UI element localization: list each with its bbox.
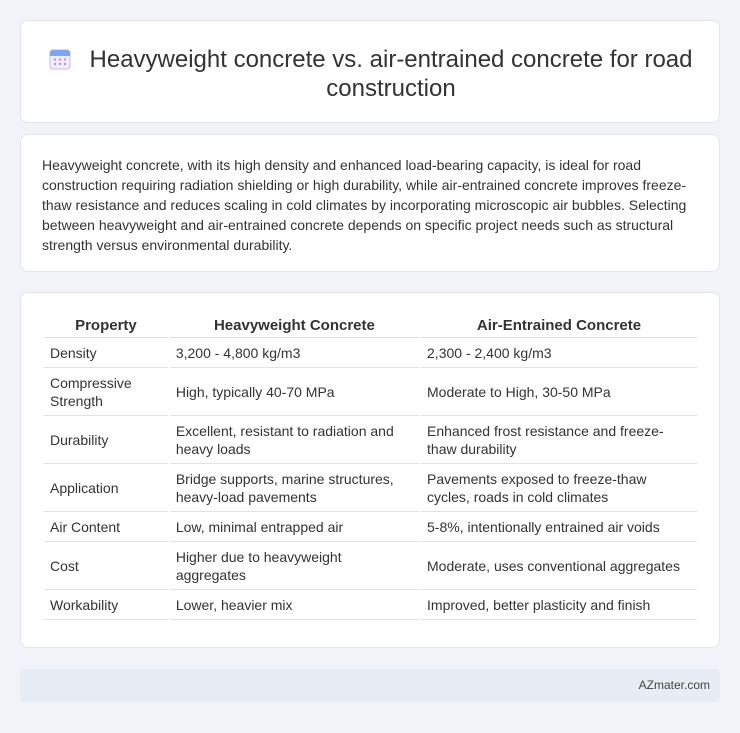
- summary-card: [20, 134, 720, 272]
- row-property: Density: [44, 338, 168, 368]
- table-row: [44, 542, 697, 590]
- table-row: [44, 512, 697, 542]
- row-heavyweight: Higher due to heavyweight aggregates: [170, 542, 419, 590]
- table-row: [44, 590, 697, 620]
- row-air-entrained: Pavements exposed to freeze-thaw cycles, roads in cold climates: [421, 464, 697, 512]
- header-property: Property: [44, 313, 168, 338]
- table-row: [44, 416, 697, 464]
- header-air-entrained: Air-Entrained Concrete: [421, 313, 697, 338]
- table-header-row: [44, 313, 697, 338]
- row-air-entrained: 2,300 - 2,400 kg/m3: [421, 338, 697, 368]
- header-heavyweight: Heavyweight Concrete: [170, 313, 419, 338]
- comparison-card: [20, 292, 720, 648]
- footer: [20, 669, 720, 702]
- row-heavyweight: Excellent, resistant to radiation and heavy loads: [170, 416, 419, 464]
- row-property: Compressive Strength: [44, 368, 168, 416]
- row-heavyweight: Bridge supports, marine structures, heavy-load pavements: [170, 464, 419, 512]
- comparison-table: [42, 313, 699, 620]
- row-heavyweight: Low, minimal entrapped air: [170, 512, 419, 542]
- footer-brand[interactable]: AZmater.com: [638, 678, 710, 692]
- row-property: Cost: [44, 542, 168, 590]
- row-heavyweight: Lower, heavier mix: [170, 590, 419, 620]
- row-air-entrained: Moderate to High, 30-50 MPa: [421, 368, 697, 416]
- table-row: [44, 464, 697, 512]
- row-heavyweight: High, typically 40-70 MPa: [170, 368, 419, 416]
- row-property: Application: [44, 464, 168, 512]
- row-air-entrained: Enhanced frost resistance and freeze-thaw durability: [421, 416, 697, 464]
- row-heavyweight: 3,200 - 4,800 kg/m3: [170, 338, 419, 368]
- row-property: Durability: [44, 416, 168, 464]
- table-row: [44, 368, 697, 416]
- row-property: Workability: [44, 590, 168, 620]
- row-air-entrained: Improved, better plasticity and finish: [421, 590, 697, 620]
- row-air-entrained: 5-8%, intentionally entrained air voids: [421, 512, 697, 542]
- page-title: Heavyweight concrete vs. air-entrained concrete for road construction: [89, 46, 693, 102]
- row-property: Air Content: [44, 512, 168, 542]
- row-air-entrained: Moderate, uses conventional aggregates: [421, 542, 697, 590]
- title-card: [20, 20, 720, 123]
- table-row: [44, 338, 697, 368]
- summary-text: Heavyweight concrete, with its high density and enhanced load-bearing capacity, is ideal for road construction requiring radiation shielding or high durability, while air-entrained concrete improves freeze-thaw resistance and reduces scaling in cold climates by incorporating microscopic air bubbles. Selecting between heavyweight and air-entrained concrete depends on specific project needs such as structural strength versus environmental durability.: [42, 157, 687, 253]
